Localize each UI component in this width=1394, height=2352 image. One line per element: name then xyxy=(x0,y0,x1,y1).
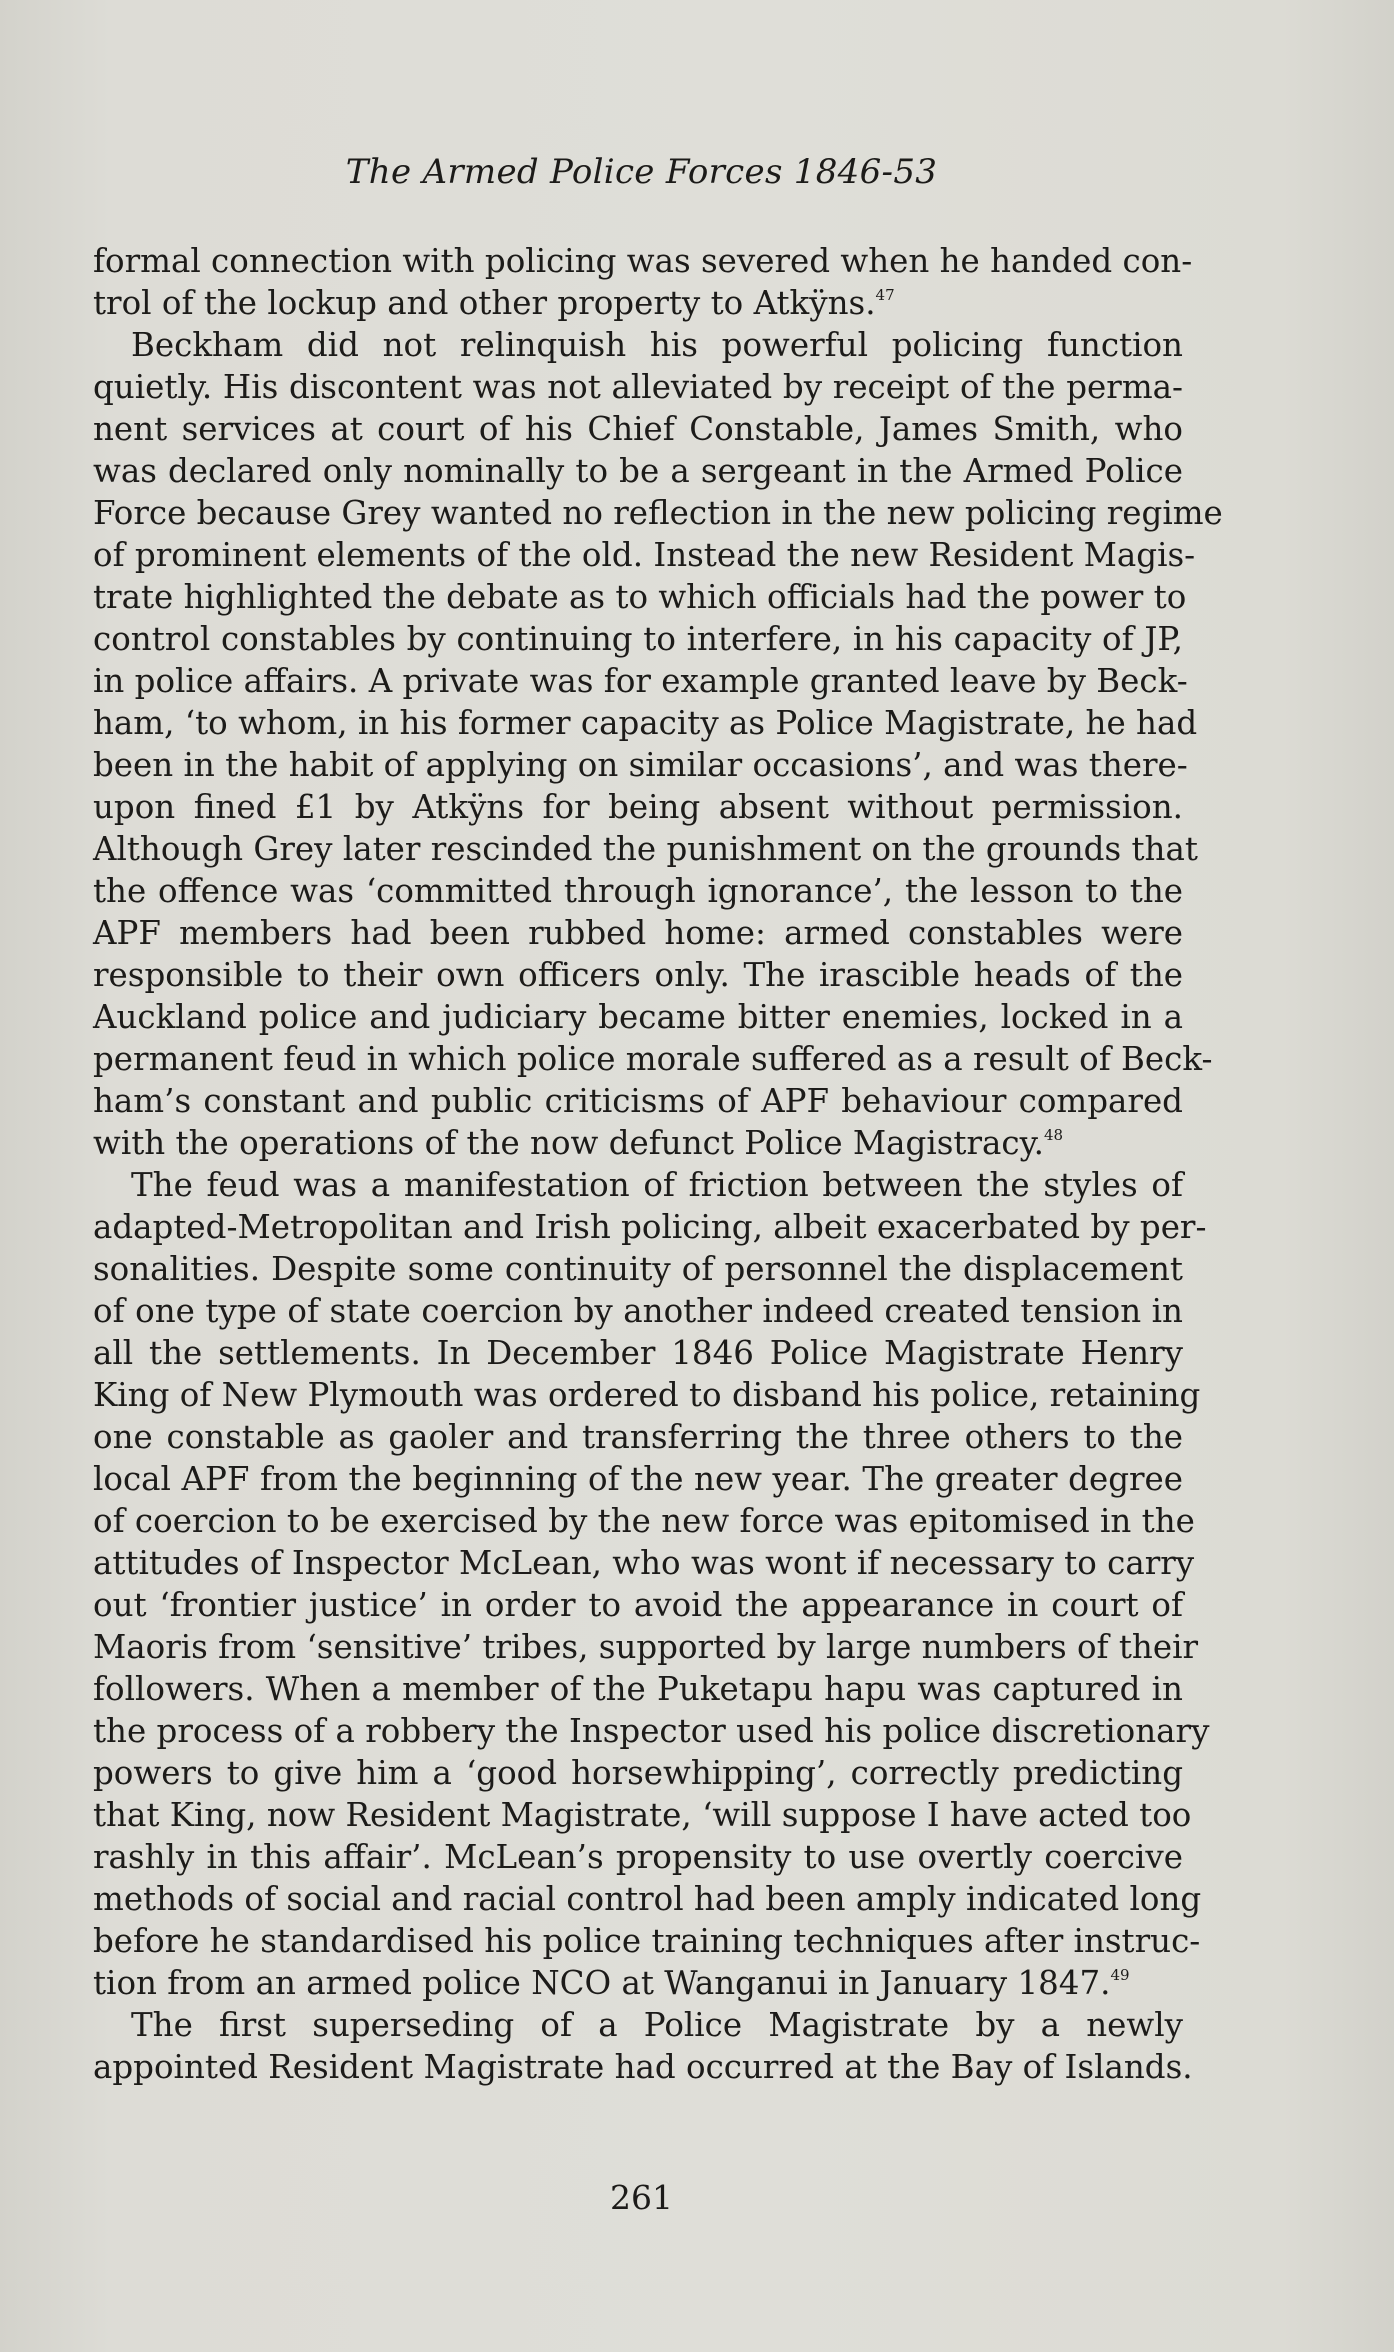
text-line xyxy=(93,1248,1183,1290)
paragraph xyxy=(93,240,1193,324)
line-text: APF members had been rubbed home: armed constables were xyxy=(93,914,1183,952)
line-text: The feud was a manifestation of friction between the styles of xyxy=(131,1166,1183,1204)
text-line xyxy=(93,1416,1183,1458)
text-line xyxy=(93,1164,1183,1206)
line-text: adapted-Metropolitan and Irish policing, albeit exacerbated by per- xyxy=(93,1208,1207,1246)
line-text: was declared only nominally to be a sergeant in the Armed Police xyxy=(93,452,1183,490)
line-text: appointed Resident Magistrate had occurred at the Bay of Islands. xyxy=(93,2048,1193,2086)
line-text: sonalities. Despite some continuity of personnel the displacement xyxy=(93,1250,1183,1288)
text-line xyxy=(93,1038,1213,1080)
line-text: upon fined £1 by Atkÿns for being absent without permission. xyxy=(93,788,1183,826)
text-line xyxy=(93,1668,1183,1710)
line-text: followers. When a member of the Puketapu hapu was captured in xyxy=(93,1670,1183,1708)
line-text: the offence was ‘committed through ignorance’, the lesson to the xyxy=(93,872,1183,910)
line-text: Beckham did not relinquish his powerful policing function xyxy=(131,326,1183,364)
text-line xyxy=(93,324,1183,366)
line-text: powers to give him a ‘good horsewhipping’, correctly predicting xyxy=(93,1754,1183,1792)
text-line xyxy=(93,1374,1201,1416)
text-line xyxy=(93,408,1183,450)
line-text: of one type of state coercion by another indeed created tension in xyxy=(93,1292,1183,1330)
body-text xyxy=(93,240,1223,2088)
line-text: Auckland police and judiciary became bitter enemies, locked in a xyxy=(93,998,1183,1036)
line-text: The first superseding of a Police Magistrate by a newly xyxy=(131,2006,1183,2044)
text-line xyxy=(93,1920,1201,1962)
line-text: ham’s constant and public criticisms of APF behaviour compared xyxy=(93,1082,1183,1120)
line-text: all the settlements. In December 1846 Police Magistrate Henry xyxy=(93,1334,1183,1372)
line-text: responsible to their own officers only. The irascible heads of the xyxy=(93,956,1183,994)
text-line xyxy=(93,1752,1183,1794)
footnote-marker[interactable]: 48 xyxy=(1043,1126,1064,1144)
running-head: The Armed Police Forces 1846-53 xyxy=(345,152,938,192)
line-text: attitudes of Inspector McLean, who was wont if necessary to carry xyxy=(93,1544,1195,1582)
footnote-marker[interactable]: 47 xyxy=(875,286,895,304)
text-line xyxy=(93,2046,1193,2088)
text-line xyxy=(93,912,1183,954)
text-line xyxy=(93,1332,1183,1374)
text-line xyxy=(93,1710,1210,1752)
line-text: the process of a robbery the Inspector used his police discretionary xyxy=(93,1712,1210,1750)
paragraph xyxy=(93,2004,1193,2088)
text-line xyxy=(93,870,1183,912)
text-line xyxy=(93,1584,1183,1626)
footnote-marker[interactable]: 49 xyxy=(1110,1966,1130,1984)
line-text: permanent feud in which police morale suffered as a result of Beck- xyxy=(93,1040,1213,1078)
line-text: Maoris from ‘sensitive’ tribes, supported by large numbers of their xyxy=(93,1628,1199,1666)
line-text: of prominent elements of the old. Instead the new Resident Magis- xyxy=(93,536,1196,574)
text-line xyxy=(93,282,1183,324)
line-text: trate highlighted the debate as to which officials had the power to xyxy=(93,578,1187,616)
text-line xyxy=(93,954,1183,996)
page-number: 261 xyxy=(610,2178,673,2217)
text-line xyxy=(93,576,1187,618)
text-line xyxy=(93,1206,1207,1248)
line-text: local APF from the beginning of the new year. The greater degree xyxy=(93,1460,1183,1498)
line-text: nent services at court of his Chief Constable, James Smith, who xyxy=(93,410,1183,448)
line-text: trol of the lockup and other property to Atkÿns. xyxy=(93,284,876,322)
line-text: Force because Grey wanted no reflection in the new policing regime xyxy=(93,494,1223,532)
line-text: control constables by continuing to interfere, in his capacity of JP, xyxy=(93,620,1183,658)
line-text: methods of social and racial control had been amply indicated long xyxy=(93,1880,1202,1918)
line-text: one constable as gaoler and transferring the three others to the xyxy=(93,1418,1183,1456)
text-line xyxy=(93,450,1183,492)
text-line xyxy=(93,1962,1183,2004)
text-line xyxy=(93,366,1183,408)
text-line xyxy=(93,2004,1183,2046)
text-line xyxy=(93,240,1193,282)
text-line xyxy=(93,744,1188,786)
line-text: out ‘frontier justice’ in order to avoid the appearance in court of xyxy=(93,1586,1183,1624)
text-line xyxy=(93,1458,1183,1500)
line-text: tion from an armed police NCO at Wanganui in January 1847. xyxy=(93,1964,1111,2002)
text-line xyxy=(93,1836,1183,1878)
line-text: with the operations of the now defunct Police Magistracy. xyxy=(93,1124,1044,1162)
text-line xyxy=(93,618,1183,660)
text-line xyxy=(93,1626,1199,1668)
text-line xyxy=(93,660,1188,702)
line-text: ham, ‘to whom, in his former capacity as Police Magistrate, he had xyxy=(93,704,1198,742)
text-line xyxy=(93,492,1223,534)
line-text: King of New Plymouth was ordered to disband his police, retaining xyxy=(93,1376,1201,1414)
line-text: quietly. His discontent was not alleviated by receipt of the perma- xyxy=(93,368,1183,406)
line-text: in police affairs. A private was for example granted leave by Beck- xyxy=(93,662,1188,700)
text-line xyxy=(93,1080,1183,1122)
line-text: been in the habit of applying on similar occasions’, and was there- xyxy=(93,746,1188,784)
text-line xyxy=(93,534,1196,576)
line-text: that King, now Resident Magistrate, ‘will suppose I have acted too xyxy=(93,1796,1192,1834)
text-line xyxy=(93,828,1198,870)
text-line xyxy=(93,786,1183,828)
line-text: before he standardised his police training techniques after instruc- xyxy=(93,1922,1201,1960)
paragraph xyxy=(93,324,1223,1164)
text-line xyxy=(93,1794,1192,1836)
text-line xyxy=(93,996,1183,1038)
text-line xyxy=(93,1500,1195,1542)
text-line xyxy=(93,1290,1183,1332)
line-text: rashly in this affair’. McLean’s propensity to use overtly coercive xyxy=(93,1838,1183,1876)
paragraph xyxy=(93,1164,1210,2004)
text-line xyxy=(93,702,1198,744)
text-line xyxy=(93,1542,1195,1584)
line-text: of coercion to be exercised by the new force was epitomised in the xyxy=(93,1502,1195,1540)
text-line xyxy=(93,1122,1183,1164)
line-text: Although Grey later rescinded the punishment on the grounds that xyxy=(93,830,1198,868)
text-line xyxy=(93,1878,1202,1920)
line-text: formal connection with policing was severed when he handed con- xyxy=(93,242,1193,280)
